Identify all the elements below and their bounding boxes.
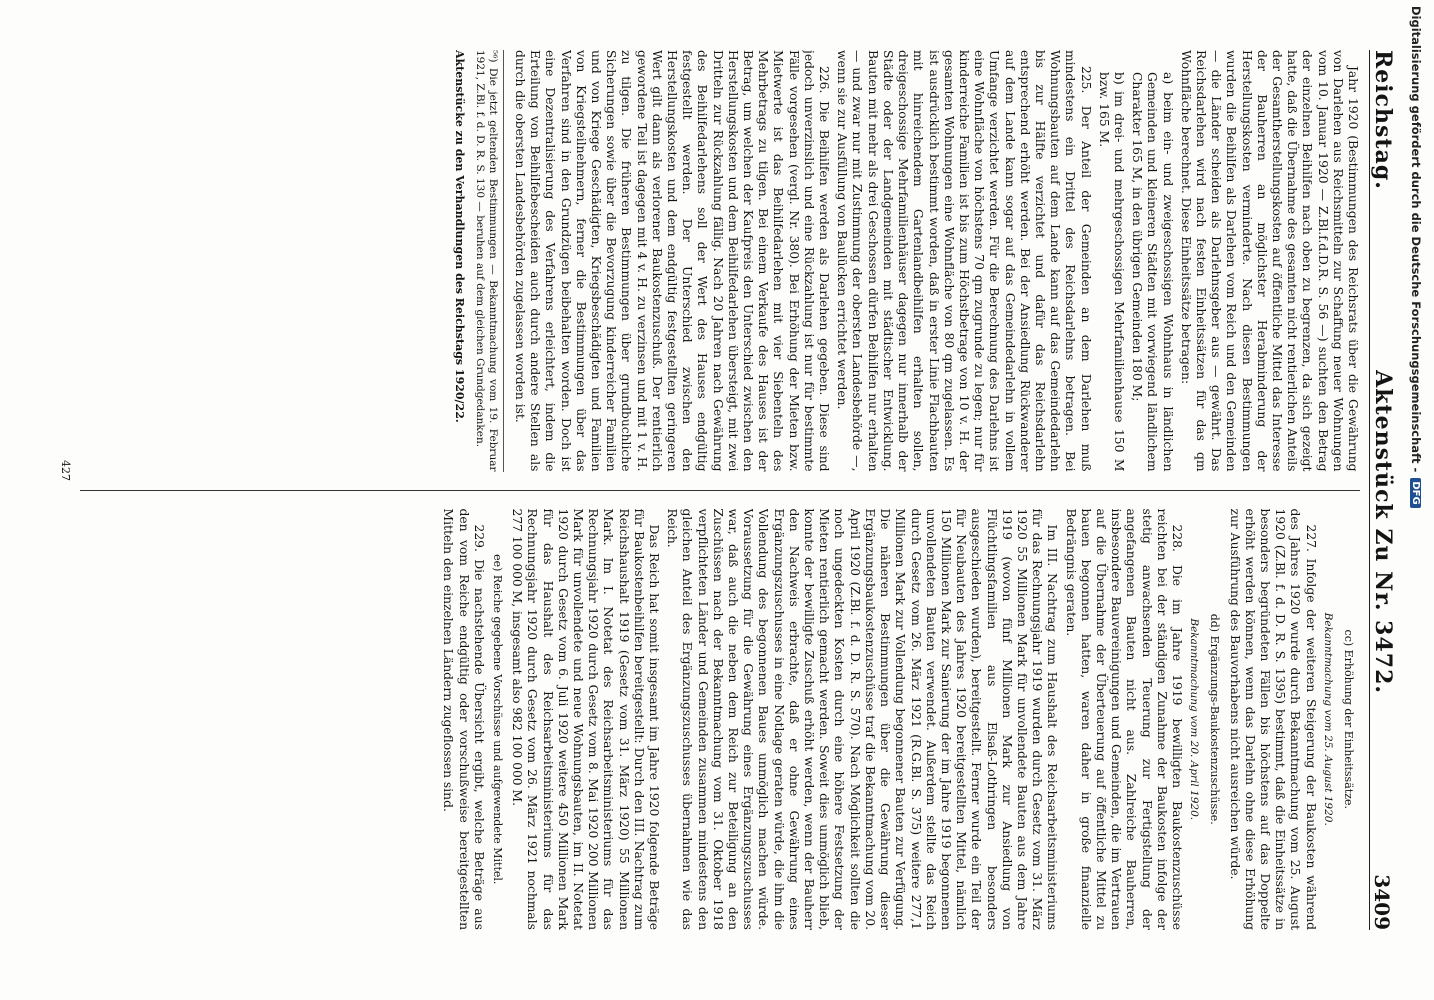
section-dd-subtitle: Bekanntmachung vom 20. April 1920. <box>1188 618 1201 821</box>
column-divider <box>80 490 1360 491</box>
header-left: Reichstag. <box>1370 50 1396 190</box>
header-page-number: 3409 <box>1370 874 1394 930</box>
header-title: Aktenstück Zu Nr. 3472. <box>1370 370 1396 695</box>
list-item-a: a) beim ein- und zweigeschossigen Wohnhaus in ländlichen Gemeinden und kleineren Städten mit vorwiegend ländlichem Charakter 165 M, in den übrigen Gemeinden 180 M; <box>1130 72 1175 472</box>
section-ee-title: ee) Reiche gegebene Vorschüsse und aufgewendete Mittel. <box>491 554 505 885</box>
footnote: ⁵⁶) Die jetzt geltenden Bestimmungen — Bekanntmachung vom 19. Februar 1921, Z.Bl. f. d. D. R. S. 130 — beruhen auf dem gleichen Grundgedanken. <box>473 50 504 472</box>
list-item-b: b) im drei- und mehrgeschossigen Mehrfamilienhause 150 M bzw. 165 M. <box>1096 72 1126 472</box>
paragraph-228: 228. Die im Jahre 1919 bewilligten Baukostenzuschüsse reichten bei der ständigen Zunahme der Baukosten infolge der stetig anwachsenden Teuerung zur Fertigstellung der angefangenen Bauten nicht aus. Zahlreiche Bauherren, insbesondere Bauvereinigungen und Gemeinden, die im Vertrauen auf die Übernahme der Überteuerung auf öffentliche Mittel zu bauen begonnen hatten, waren daher in große finanzielle Bedrängnis geraten. <box>1063 508 1184 930</box>
paragraph-229: 229. Die nachstehende Übersicht ergibt, welche Beträge aus den vom Reiche endgültig oder vorschußweise bereitgestellten Mitteln den einzelnen Ländern zugeflossen sind. <box>441 508 486 930</box>
page-header <box>1369 50 1410 930</box>
footer-source: Aktenstücke zu den Verhandlungen des Reichstags 1920/22. <box>452 50 466 423</box>
text-columns <box>80 50 1360 930</box>
paragraph-225: 225. Der Anteil der Gemeinden an dem Darlehen muß mindestens ein Drittel des Reichsdarlehns betragen. Bei Wohnungsbauten auf dem Lande kann auf das Gemeindedarlehn bis zur Hälfte verzichtet und dafür das Reichsdarlehn entsprechend erhöht werden. Bei der Ansiedlung Rückwanderer auf dem Lande kann sogar auf das Gemeindedarlehn in vollem Umfange verzichtet werden. Für die Berechnung des Darlehns ist eine Wohnfläche von höchstens 70 qm zugrunde zu legen; nur für kinderreiche Familien ist bis zum Höchstbetrage von 10 v. H. der gesamten Wohnungen eine Wohnfläche von 80 qm zugelassen. Es ist ausdrücklich bestimmt worden, daß in erster Linie Flachbauten mit hinreichendem Gartenlandbeihilfen erhalten sollen, dreigeschossige Mehrfamilienhäuser dagegen nur innerhalb der Städte oder der Landgemeinden mit städtischer Entwicklung. Bauten mit mehr als drei Geschossen dürfen Beihilfen nur erhalten — und zwar nur mit Zustimmung der obersten Landesbehörde —, wenn sie zur Ausfüllung von Baulücken errichtet werden. <box>835 50 1093 472</box>
rotated-scan <box>40 30 1430 930</box>
section-cc-title: cc) Erhöhung der Einheitssätze. <box>1342 629 1355 809</box>
right-column <box>80 509 1360 931</box>
watermark-text: Digitalisierung gefördert durch die Deutsche Forschungsgemeinschaft - <box>1409 6 1423 473</box>
paragraph-228-c: Das Reich hat somit insgesamt im Jahre 1920 folgende Beträge für Baukostenbeihilfen bereitgestellt: Durch den III. Nachtrag zum Reichshaushalt 1919 (Gesetz vom 31. März 1920) 55 Millionen Mark. Im I. Notetat des Reichsarbeitsministeriums für das Rechnungsjahr 1920 durch Gesetz vom 8. Mai 1920 200 Millionen Mark für unvollendete und neue Wohnungsbauten, im II. Notetat 1920 durch Gesetz vom 6. Juli 1920 weitere 450 Millionen Mark für das Haushalt des Reichsarbeitsministeriums für das Rechnungsjahr 1920 durch Gesetz vom 26. März 1921 nochmals 277 100 000 M, insgesamt also 982 100 000 M. <box>510 508 662 930</box>
left-column <box>80 50 1360 472</box>
paragraph-intro: Jahr 1920 (Bestimmungen des Reichsrats über die Gewährung von Darlehen aus Reichsmitteln zur Schaffung neuer Wohnungen vom 10. Januar 1920 — Z.Bl.f.d.D.R. S. 56 —) suchten den Betrag der einzelnen Beihilfen nach oben zu begrenzen, da sich gezeigt hatte, daß die Übernahme des gesamten nicht rentierlichen Anteils der Gesamtherstellungskosten auf öffentliche Mittel das Interesse der Bauherren an möglichster Herabminderung der Herstellungskosten verminderte. Nach diesen Bestimmungen wurden die Beihilfen als Darlehen vom Reich und den Gemeinden — die Länder scheiden als Darlehnsgeber aus — gewährt. Das Reichsdarlehen wird nach festen Einheitssätzen für das qm Wohnfläche berechnet. Diese Einheitssätze betragen: <box>1178 50 1360 472</box>
paragraph-226: 226. Die Beihilfen werden als Darlehen gegeben. Diese sind jedoch unverzinslich und eine Rückzahlung ist nur für bestimmte Fälle vorgesehen (vergl. Nr. 380). Bei Erhöhung der Mieten bzw. Mietwerte ist das Beihilfedarlehen mit vier Siebenteln des Mehrbetrags zu tilgen. Bei einem Verkaufe des Hauses ist der Betrag, um welchen der Kaufpreis den Unterschied zwischen den Herstellungskosten und dem Beihilfedarlehen übersteigt, mit zwei Dritteln zur Rückzahlung fällig. Nach 20 Jahren nach Gewährung des Beihilfedarlehens soll der Wert des Hauses endgültig festgestellt werden. Der Unterschied zwischen den Herstellungskosten und dem endgültig festgestellten geringeren Wert gilt dann als verlorener Baukostenzuschuß. Der rentierlich gewordene Teil ist dagegen mit 4 v. H. zu verzinsen und mit 1 v. H. zu tilgen. Die früheren Bestimmungen über grundbuchliche Sicherungen sowie über die Bevorzugung kinderreicher Familien und von Kriege Geschädigten, Kriegsbeschädigten und Familien von Kriegsteilnehmern, ferner die Bestimmungen über das Verfahren sind in den Grundzügen beibehalten worden. Doch ist eine Dezentralisierung des Verfahrens erleichtert, indem die Erteilung von Beihilfebescheiden auch durch andere Stellen als durch die obersten Landesbehörden zugelassen worden ist. <box>513 50 832 472</box>
paragraph-227: 227. Infolge der weiteren Steigerung der Baukosten während des Jahres 1920 wurde durch Bekanntmachung vom 25. August 1920 (Z.Bl. f. d. D. R. S. 1395) bestimmt, daß die Einheitssätze in besonders begründeten Fällen bis höchstens auf das Doppelte erhöht werden können, wenn das Darlehn ohne diese Erhöhung zur Ausführung des Bauvorhabens nicht ausreichen würde. <box>1227 508 1318 930</box>
dfg-logo: DFG <box>1411 478 1422 507</box>
section-cc-subtitle: Bekanntmachung vom 25. August 1920. <box>1321 612 1334 826</box>
section-dd-title: dd) Ergänzungs-Baukostenzuschüsse. <box>1208 613 1222 825</box>
page-number: 427 <box>59 460 72 481</box>
paragraph-228-b: Im III. Nachtrag zum Haushalt des Reichsarbeitsministeriums für das Rechnungsjahr 1919 wurden durch Gesetz vom 31. März 1920 55 Millionen Mark für unvollendete Bauten aus dem Jahre 1919 (wovon fünf Millionen Mark zur Ansiedlung von Flüchtlingsfamilien aus Elsaß-Lothringen besonders ausgeschieden wurden), bereitgestellt. Ferner wurde ein Teil der für Neubauten des Jahres 1920 bereitgestellten Mittel, nämlich 150 Millionen Mark zur Sanierung der im Jahre 1919 begonnenen unvollendeten Bauten verwendet. Außerdem stellte das Reich durch Gesetz vom 26. März 1921 (R.G.Bl. S. 375) weitere 277,1 Millionen Mark zur Vollendung begonnener Bauten zur Verfügung. Die näheren Bestimmungen über die Gewährung dieser Ergänzungsbaukostenzuschüsse traf die Bekanntmachung vom 20. April 1920 (Z.Bl. f. d. D. R. S. 570). Nach Möglichkeit sollten die noch ungedeckten Kosten durch eine höhere Festsetzung der Mieten rentierlich gemacht werden. Soweit dies unmöglich blieb, konnte der bewilligte Zuschuß erhöht werden, wenn der Bauherr den Nachweis erbrachte, daß er ohne Gewährung eines Ergänzungszuschusses in eine Notlage geraten würde, die ihm die Vollendung des begonnenen Baues unmöglich machen würde. Voraussetzung für die Gewährung eines Ergänzungszuschusses war, daß auch die neben dem Reich zur Beteiligung an den Zuschüssen nach der Bekanntmachung vom 31. Oktober 1918 verpflichteten Länder und Gemeinden zusammen mindestens den gleichen Anteil des Ergänzungszuschusses übernahmen wie das Reich. <box>665 508 1060 930</box>
dfg-watermark <box>1406 6 1430 986</box>
